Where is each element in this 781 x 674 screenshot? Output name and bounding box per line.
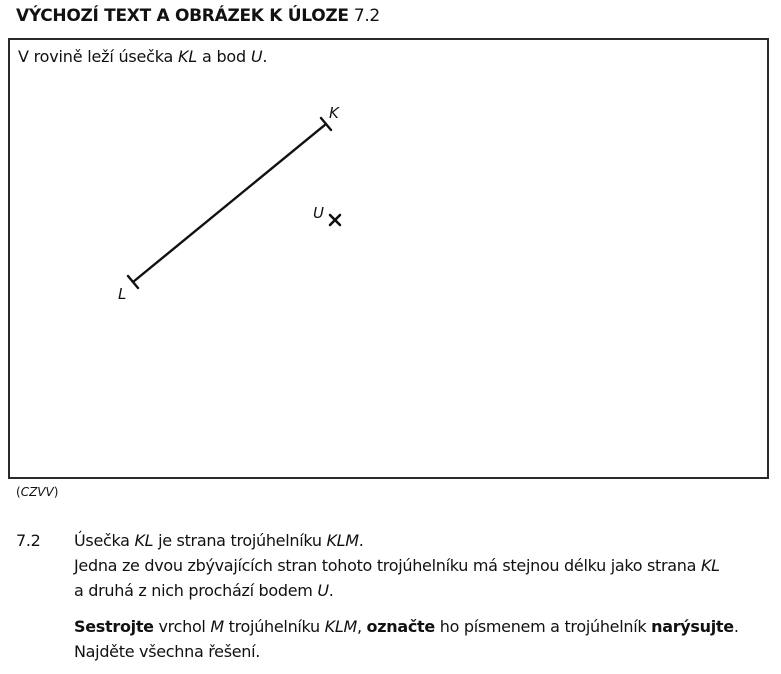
instruction-line-2: Najděte všechna řešení. (74, 642, 261, 661)
text: , (356, 617, 367, 636)
text: Jedna ze dvou zbývajících stran tohoto trojúhelníku má stejnou délku jako strana (74, 556, 701, 575)
task-line-3 (74, 578, 774, 603)
paren-open: ( (16, 485, 21, 499)
keyword-construct: Sestrojte (74, 617, 154, 636)
text: . (733, 617, 739, 636)
label-k: K (329, 104, 339, 122)
task-number: 7.2 (16, 531, 41, 550)
text: . (358, 531, 364, 550)
cross-marker-icon (330, 215, 340, 225)
task-instructions (74, 614, 774, 664)
text: a druhá z nich prochází bodem (74, 581, 318, 600)
heading-number: 7.2 (353, 6, 380, 26)
source-citation (16, 485, 58, 499)
triangle-name: KLM (326, 531, 359, 550)
point-name: U (317, 581, 329, 600)
keyword-mark: označte (366, 617, 435, 636)
segment-name: KL (700, 556, 720, 575)
vertex-name: M (210, 617, 224, 636)
source-text: CZVV (20, 485, 54, 499)
segment-name: KL (178, 47, 198, 66)
segment-name: KL (134, 531, 154, 550)
paren-close: ) (53, 485, 59, 499)
text: vrchol (153, 617, 211, 636)
text: je strana trojúhelníku (153, 531, 327, 550)
text: trojúhelníku (223, 617, 325, 636)
text: Úsečka (74, 531, 135, 550)
keyword-draw: narýsujte (651, 617, 734, 636)
task-statement (74, 528, 774, 603)
segment-kl (133, 124, 326, 282)
text: . (328, 581, 334, 600)
figure-box (8, 38, 769, 479)
task-line-1 (74, 528, 774, 553)
intro-text-part: . (262, 47, 268, 66)
intro-text-part: V rovině leží úsečka (18, 47, 179, 66)
heading-title: VÝCHOZÍ TEXT A OBRÁZEK K ÚLOZE (16, 6, 349, 26)
text: ho písmenem a trojúhelník (434, 617, 652, 636)
task-line-2 (74, 553, 774, 578)
point-name: U (250, 47, 263, 66)
label-u: U (313, 204, 324, 222)
label-l: L (118, 285, 127, 303)
triangle-name: KLM (324, 617, 357, 636)
instruction-line-1 (74, 614, 774, 639)
intro-text-part: a bod (197, 47, 251, 66)
